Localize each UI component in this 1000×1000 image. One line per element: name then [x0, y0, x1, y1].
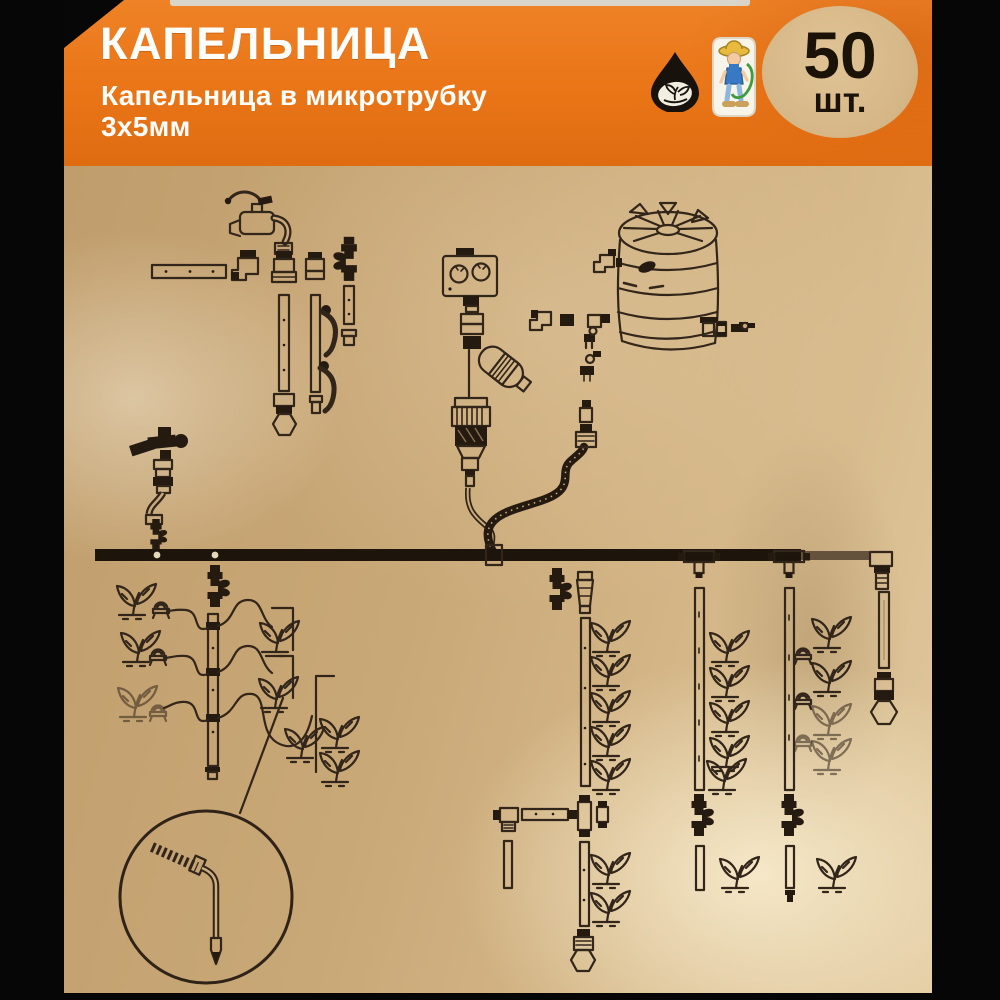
lower-tee-assembly	[493, 795, 630, 926]
right-drip-line-2	[782, 588, 857, 902]
tank-elbow-fitting	[530, 310, 574, 330]
irrigation-timer	[443, 248, 497, 312]
pipe-segment	[152, 265, 226, 278]
garden-faucet	[225, 192, 292, 254]
magnified-dripper-detail	[120, 698, 292, 983]
label-header	[64, 0, 932, 166]
right-drip-line-1	[692, 588, 760, 892]
center-drip-line	[493, 568, 630, 971]
elbow-connector	[231, 250, 258, 280]
product-subtitle	[101, 80, 487, 142]
subtitle-line-2: 3х5мм	[101, 111, 191, 142]
package-front	[64, 0, 932, 993]
tank-drain-fittings	[584, 314, 610, 348]
count-value: 50	[803, 18, 877, 92]
straight-connector-a	[272, 251, 296, 435]
hose-tap-fitting	[580, 351, 601, 381]
product-title: КАПЕЛЬНИЦА	[100, 18, 431, 69]
far-right-stub	[871, 592, 897, 724]
supply-hose	[488, 310, 601, 552]
impact-sprinkler	[129, 427, 188, 551]
subtitle-line-1: Капельница в микротрубку	[101, 80, 488, 111]
water-tank	[584, 203, 755, 350]
main-line-end-elbow	[870, 552, 892, 589]
water-drop-sprout-icon	[648, 50, 702, 112]
fittings-row	[152, 237, 357, 435]
inline-filter	[474, 341, 536, 397]
end-cap	[571, 929, 595, 971]
count-badge	[762, 6, 918, 138]
lateral-filter	[577, 572, 593, 613]
straight-connector-b-with-hooks	[306, 252, 336, 413]
left-drip-lateral	[117, 565, 359, 786]
irrigation-diagram	[64, 160, 932, 993]
package-top-edge	[170, 0, 750, 6]
count-unit: шт.	[813, 81, 867, 120]
gardener-mascot-icon	[705, 34, 763, 120]
